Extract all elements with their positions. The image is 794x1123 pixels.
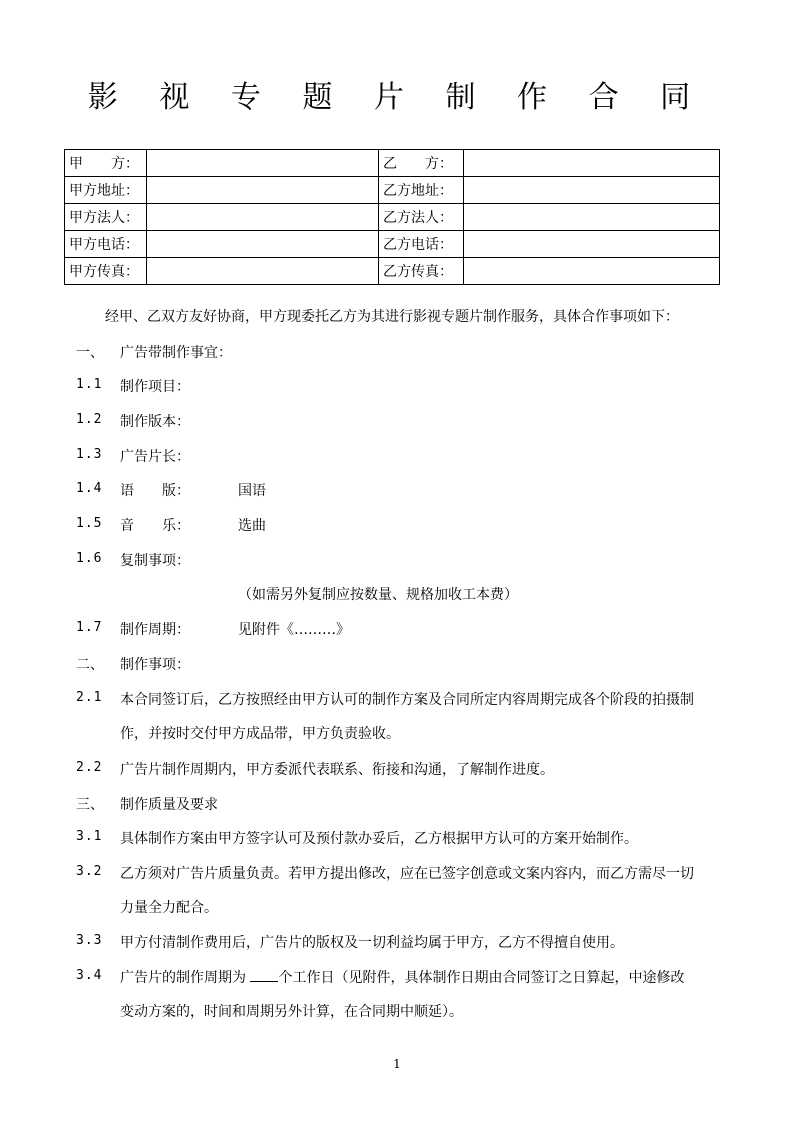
- item-1-2-label: 制作版本：: [120, 414, 190, 430]
- table-row: [65, 258, 720, 285]
- contract-title: 影 视 专 题 片 制 作 合 同: [87, 80, 707, 115]
- party-a-label: 甲 方：: [65, 150, 147, 177]
- table-row: [65, 204, 720, 231]
- section-2-heading: 制作事项：: [120, 657, 190, 673]
- item-3-1-number: 3.1: [76, 829, 103, 844]
- item-3-4-text-post: 个工作日（见附件，具体制作日期由合同签订之日算起，中途修改: [278, 970, 685, 986]
- item-3-2-text: 乙方须对广告片质量负责。若甲方提出修改，应在已签字创意或文案内容内，而乙方需尽一切: [120, 866, 694, 882]
- item-3-2-number: 3.2: [76, 864, 103, 879]
- item-1-4-value: 国语: [238, 483, 266, 499]
- item-3-3-text: 甲方付清制作费用后，广告片的版权及一切利益均属于甲方，乙方不得擅自使用。: [120, 935, 624, 951]
- item-1-4-label: 语 版：: [120, 483, 190, 499]
- party-b-address-label: 乙方地址：: [379, 177, 464, 204]
- work-days-blank[interactable]: [250, 967, 278, 982]
- page-number: 1: [393, 1057, 401, 1071]
- party-a-value[interactable]: [147, 150, 379, 177]
- section-2-number: 二、: [76, 657, 104, 673]
- party-b-phone-label: 乙方电话：: [379, 231, 464, 258]
- copy-fee-note: （如需另外复制应按数量、规格加收工本费）: [238, 587, 518, 603]
- party-a-legal-label: 甲方法人：: [65, 204, 147, 231]
- item-3-1-text: 具体制作方案由甲方签字认可及预付款办妥后，乙方根据甲方认可的方案开始制作。: [120, 831, 638, 847]
- item-3-4-text: [120, 967, 684, 987]
- item-1-7-value: 见附件《………》: [238, 622, 350, 638]
- item-2-1-text: 本合同签订后，乙方按照经由甲方认可的制作方案及合同所定内容周期完成各个阶段的拍摄制: [120, 692, 694, 708]
- party-b-fax-value[interactable]: [464, 258, 720, 285]
- party-b-legal-value[interactable]: [464, 204, 720, 231]
- party-a-address-value[interactable]: [147, 177, 379, 204]
- table-row: [65, 177, 720, 204]
- party-b-value[interactable]: [464, 150, 720, 177]
- item-1-3-number: 1.3: [76, 447, 103, 462]
- item-1-3-label: 广告片长：: [120, 449, 190, 465]
- item-1-4-number: 1.4: [76, 481, 103, 496]
- item-3-4-number: 3.4: [76, 968, 103, 983]
- party-a-address-label: 甲方地址：: [65, 177, 147, 204]
- party-a-legal-value[interactable]: [147, 204, 379, 231]
- item-1-6-number: 1.6: [76, 551, 103, 566]
- party-a-phone-value[interactable]: [147, 231, 379, 258]
- table-row: [65, 231, 720, 258]
- party-b-address-value[interactable]: [464, 177, 720, 204]
- section-1-heading: 广告带制作事宜：: [120, 345, 232, 361]
- item-1-1-number: 1.1: [76, 377, 103, 392]
- item-1-5-value: 选曲: [238, 518, 266, 534]
- section-3-heading: 制作质量及要求: [120, 797, 218, 813]
- parties-table: [64, 149, 720, 285]
- item-3-2-text-cont: 力量全力配合。: [120, 900, 218, 916]
- table-row: [65, 150, 720, 177]
- item-1-2-number: 1.2: [76, 412, 103, 427]
- party-b-label: 乙 方：: [379, 150, 464, 177]
- item-2-1-number: 2.1: [76, 690, 103, 705]
- item-1-1-label: 制作项目：: [120, 379, 190, 395]
- section-3-number: 三、: [76, 797, 104, 813]
- item-3-3-number: 3.3: [76, 933, 103, 948]
- party-a-fax-value[interactable]: [147, 258, 379, 285]
- party-b-fax-label: 乙方传真：: [379, 258, 464, 285]
- party-b-phone-value[interactable]: [464, 231, 720, 258]
- party-a-phone-label: 甲方电话：: [65, 231, 147, 258]
- item-3-4-text-pre: 广告片的制作周期为: [120, 970, 251, 986]
- section-1-number: 一、: [76, 345, 104, 361]
- intro-paragraph: 经甲、乙双方友好协商，甲方现委托乙方为其进行影视专题片制作服务，具体合作事项如下：: [105, 309, 679, 325]
- item-1-5-number: 1.5: [76, 516, 103, 531]
- item-1-6-label: 复制事项：: [120, 553, 190, 569]
- item-2-2-text: 广告片制作周期内，甲方委派代表联系、衔接和沟通，了解制作进度。: [120, 762, 554, 778]
- item-2-1-text-cont: 作，并按时交付甲方成品带，甲方负责验收。: [120, 726, 400, 742]
- item-1-5-label: 音 乐：: [120, 518, 190, 534]
- item-1-7-number: 1.7: [76, 620, 103, 635]
- item-3-4-text-cont: 变动方案的，时间和周期另外计算，在合同期中顺延）。: [120, 1004, 463, 1020]
- party-b-legal-label: 乙方法人：: [379, 204, 464, 231]
- item-1-7-label: 制作周期：: [120, 622, 190, 638]
- item-2-2-number: 2.2: [76, 760, 103, 775]
- party-a-fax-label: 甲方传真：: [65, 258, 147, 285]
